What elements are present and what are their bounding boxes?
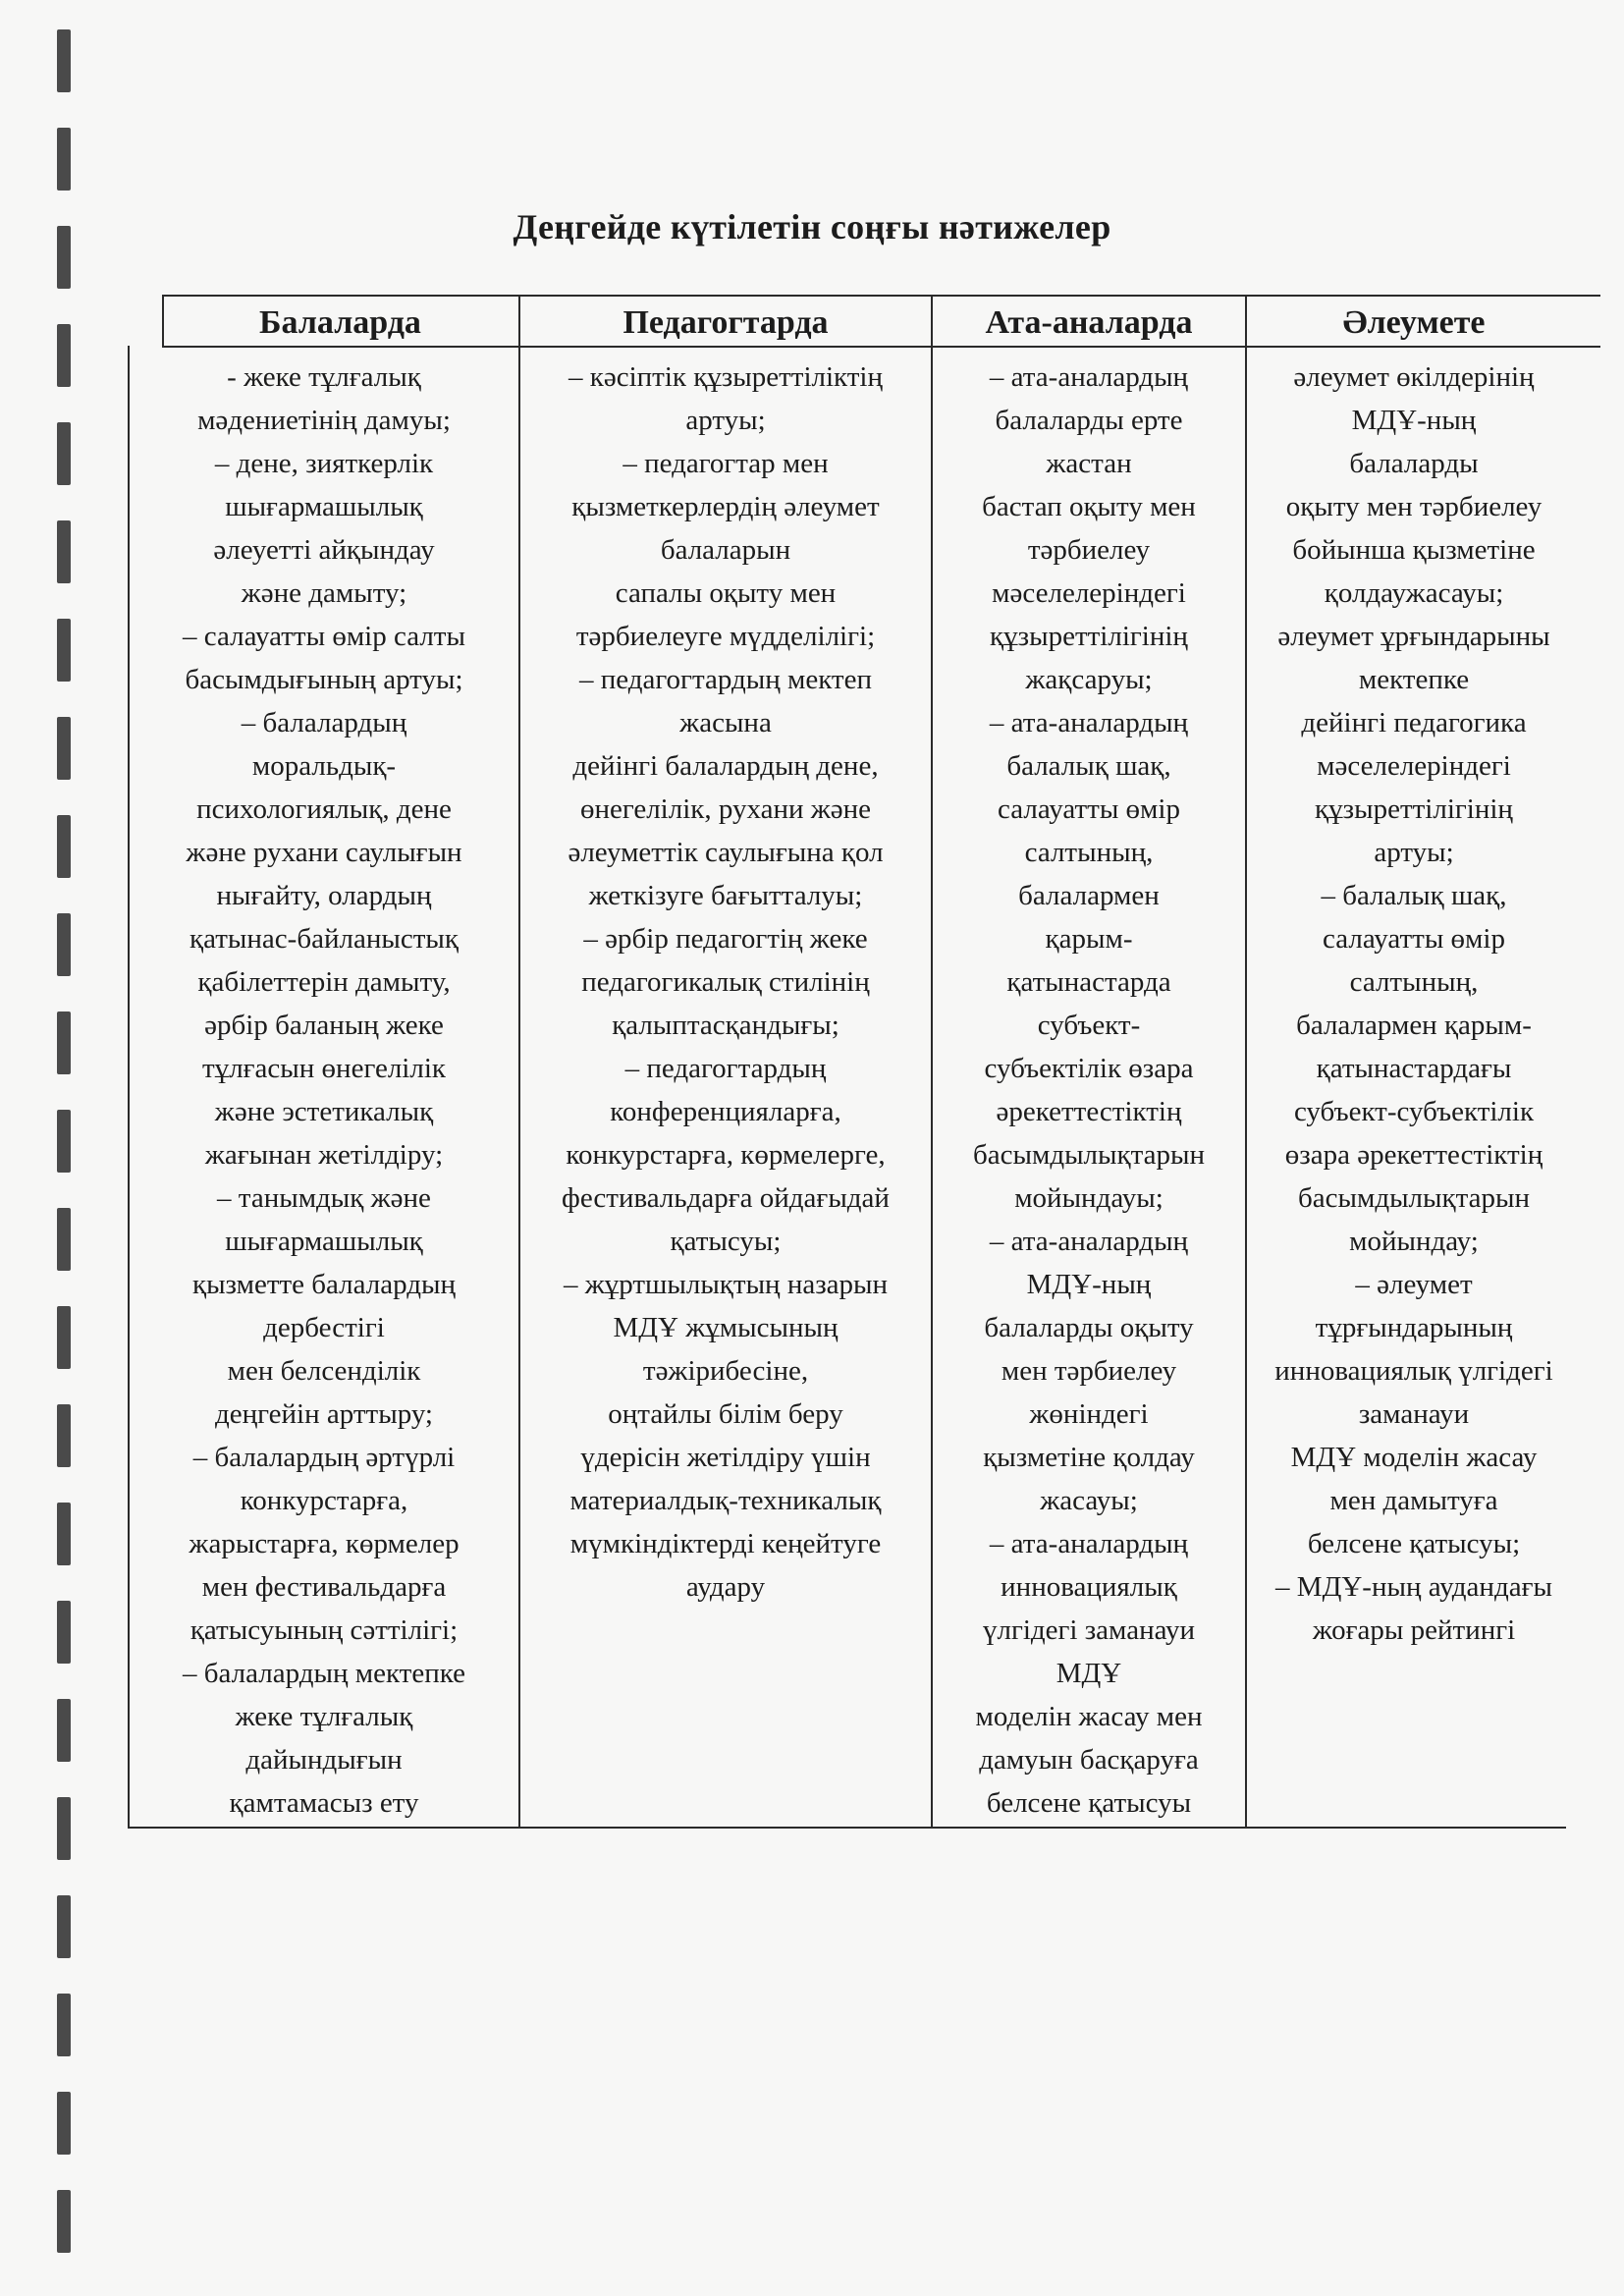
- cell-line: әлеумет ұрғындарыны: [1277, 621, 1550, 652]
- binding-hole: [57, 1895, 71, 1958]
- binding-hole: [57, 1994, 71, 2056]
- cell-line: материалдық-техникалық: [569, 1485, 882, 1516]
- column-divider: [1245, 295, 1247, 1829]
- cell-line: конкурстарға, көрмелерге,: [566, 1139, 886, 1171]
- cell-line: тәрбиелеуге мүдделілігі;: [575, 621, 876, 652]
- binding-hole: [57, 1306, 71, 1369]
- cell-line: тұрғындарының: [1315, 1312, 1513, 1343]
- cell-line: дейінгі педагогика: [1301, 707, 1527, 738]
- cell-line: педагогикалық стилінің: [581, 966, 870, 998]
- cell-line: үлгідегі заманауи: [982, 1614, 1196, 1646]
- cell-line: қарым-: [1045, 923, 1133, 955]
- cell-line: әлеуетті айқындау: [213, 534, 435, 566]
- cell-line: құзыреттілігінің: [1315, 793, 1513, 825]
- cell-line: моральдық-: [251, 750, 397, 782]
- cell-line: жоғары рейтингі: [1312, 1614, 1516, 1646]
- cell-line: артуы;: [685, 405, 766, 436]
- cell-line: субъектілік өзара: [984, 1053, 1194, 1084]
- cell-line: бойынша қызметіне: [1292, 534, 1536, 566]
- cell-line: МДҰ жұмысының: [613, 1312, 839, 1343]
- cell-line: – ата-аналардың: [989, 361, 1189, 393]
- column-society: [1249, 355, 1579, 1652]
- cell-line: және эстетикалық: [214, 1096, 434, 1127]
- binding-hole: [57, 1797, 71, 1860]
- cell-line: – балалардың әртүрлі: [192, 1442, 456, 1473]
- cell-line: құзыреттілігінің: [990, 621, 1188, 652]
- cell-line: балалармен қарым-: [1296, 1010, 1532, 1041]
- cell-line: жасына: [679, 707, 772, 738]
- binding-hole: [57, 1601, 71, 1664]
- cell-line: бастап оқыту мен: [982, 491, 1196, 522]
- cell-line: – балалардың мектепке: [183, 1658, 465, 1689]
- cell-line: оңтайлы білім беру: [608, 1398, 843, 1430]
- cell-line: басымдығының артуы;: [185, 664, 463, 695]
- cell-line: – әрбір педагогтің жеке: [583, 923, 868, 955]
- cell-line: қалыптасқандығы;: [612, 1010, 839, 1041]
- cell-line: тұлғасын өнегелілік: [202, 1053, 446, 1084]
- header-society: Әлеумете: [1342, 304, 1486, 341]
- binding-hole: [57, 2092, 71, 2155]
- page-title: Деңгейде күтілетін соңғы нәтижелер: [513, 207, 1111, 246]
- cell-line: - жеке тұлғалық: [227, 361, 421, 393]
- cell-line: белсене қатысуы;: [1307, 1528, 1521, 1559]
- cell-line: оқыту мен тәрбиелеу: [1285, 491, 1543, 522]
- cell-line: әрбір баланың жеке: [204, 1010, 444, 1041]
- header-parents: Ата-аналарда: [985, 304, 1193, 341]
- cell-line: фестивальдарға ойдағыдай: [562, 1182, 890, 1214]
- cell-line: дайындығын: [245, 1744, 403, 1776]
- cell-line: балаларды: [1349, 448, 1479, 479]
- column-divider: [518, 295, 520, 1829]
- cell-line: – ата-аналардың: [989, 1226, 1189, 1257]
- binding-hole: [57, 1503, 71, 1565]
- cell-line: әлеуметтік саулығына қол: [568, 837, 884, 868]
- binding-hole: [57, 1208, 71, 1271]
- cell-line: басымдылықтарын: [972, 1139, 1206, 1171]
- cell-line: мектепке: [1358, 664, 1470, 695]
- cell-line: – әлеумет: [1355, 1269, 1473, 1300]
- binding-hole: [57, 2190, 71, 2253]
- cell-line: – салауатты өмір салты: [183, 621, 465, 652]
- cell-line: мүмкіндіктерді кеңейтуге: [569, 1528, 882, 1559]
- cell-line: балаларды ерте: [995, 405, 1183, 436]
- cell-line: – балалардың: [241, 707, 407, 738]
- binding-hole: [57, 422, 71, 485]
- cell-line: – МДҰ-ның аудандағы: [1275, 1571, 1552, 1603]
- binding-hole: [57, 1011, 71, 1074]
- cell-line: аудару: [685, 1571, 766, 1603]
- cell-line: конференцияларға,: [610, 1096, 841, 1127]
- header-children: Балаларда: [259, 304, 421, 341]
- cell-line: басымдылықтарын: [1297, 1182, 1531, 1214]
- cell-line: балалармен: [1018, 880, 1160, 911]
- cell-line: қатынастардағы: [1316, 1053, 1512, 1084]
- cell-line: балаларды оқыту: [984, 1312, 1194, 1343]
- cell-line: балаларын: [660, 534, 791, 566]
- cell-line: мәселелеріндегі: [1317, 750, 1511, 782]
- cell-line: артуы;: [1374, 837, 1454, 868]
- cell-line: және рухани саулығын: [186, 837, 462, 868]
- cell-line: белсене қатысуы: [986, 1787, 1192, 1819]
- cell-line: МДҰ-ның: [1351, 405, 1477, 436]
- cell-line: – жұртшылықтың назарын: [563, 1269, 889, 1300]
- binding-hole: [57, 324, 71, 387]
- binding-hole: [57, 520, 71, 583]
- cell-line: дейінгі балалардың дене,: [572, 750, 879, 782]
- cell-line: – педагогтардың мектеп: [579, 664, 872, 695]
- cell-line: қатынастарда: [1006, 966, 1171, 998]
- cell-line: қабілеттерін дамыту,: [197, 966, 451, 998]
- cell-line: әрекеттестіктің: [996, 1096, 1182, 1127]
- cell-line: – ата-аналардың: [989, 707, 1189, 738]
- cell-line: шығармашылық: [225, 1226, 423, 1257]
- cell-line: МДҰ: [1056, 1658, 1122, 1689]
- cell-line: деңгейін арттыру;: [215, 1398, 433, 1430]
- cell-line: тәжірибесіне,: [642, 1355, 809, 1387]
- cell-line: жағынан жетілдіру;: [204, 1139, 444, 1171]
- cell-line: әлеумет өкілдерінің: [1293, 361, 1535, 393]
- cell-line: инновациялық: [1001, 1571, 1177, 1603]
- cell-line: МДҰ моделін жасау: [1290, 1442, 1538, 1473]
- cell-line: дербестігі: [263, 1312, 385, 1343]
- binding-hole: [57, 1699, 71, 1762]
- table-left-border: [128, 346, 130, 1829]
- cell-line: өнегелілік, рухани және: [579, 793, 872, 825]
- cell-line: МДҰ-ның: [1026, 1269, 1152, 1300]
- column-children: [132, 355, 516, 1825]
- cell-line: салауатты өмір: [1323, 923, 1505, 955]
- cell-line: салтының,: [1024, 837, 1154, 868]
- cell-line: инновациялық үлгідегі: [1274, 1355, 1553, 1387]
- cell-line: өзара әрекеттестіктің: [1284, 1139, 1543, 1171]
- cell-line: тәрбиелеу: [1027, 534, 1151, 566]
- table-top-border: [162, 295, 1600, 297]
- binding-hole: [57, 128, 71, 191]
- cell-line: мойындау;: [1349, 1226, 1479, 1257]
- binding-hole: [57, 815, 71, 878]
- column-divider: [931, 295, 933, 1829]
- cell-line: мен фестивальдарға: [201, 1571, 447, 1603]
- cell-line: психологиялық, дене: [196, 793, 452, 825]
- cell-line: жастан: [1046, 448, 1132, 479]
- cell-line: шығармашылық: [225, 491, 423, 522]
- column-teachers: [522, 355, 929, 1609]
- cell-line: – педагогтар мен: [623, 448, 829, 479]
- cell-line: – дене, зияткерлік: [214, 448, 434, 479]
- binding-hole: [57, 913, 71, 976]
- cell-line: – балалық шақ,: [1321, 880, 1507, 911]
- binding-hole: [57, 29, 71, 92]
- cell-line: балалық шақ,: [1006, 750, 1171, 782]
- column-parents: [935, 355, 1243, 1825]
- cell-line: қызметіне қолдау: [983, 1442, 1195, 1473]
- binding-hole: [57, 1110, 71, 1173]
- cell-line: заманауи: [1358, 1398, 1470, 1430]
- cell-line: жеткізуге бағытталуы;: [588, 880, 863, 911]
- cell-line: үдерісін жетілдіру үшін: [580, 1442, 871, 1473]
- cell-line: қамтамасыз ету: [229, 1787, 419, 1819]
- cell-line: қатысуының сәттілігі;: [189, 1614, 459, 1646]
- cell-line: қатысуы;: [670, 1226, 782, 1257]
- cell-line: қызметкерлердің әлеумет: [571, 491, 880, 522]
- header-bottom-border: [162, 346, 1600, 348]
- cell-line: жақсаруы;: [1025, 664, 1153, 695]
- cell-line: конкурстарға,: [240, 1485, 408, 1516]
- cell-line: моделін жасау мен: [975, 1701, 1203, 1732]
- cell-line: қатынас-байланыстық: [189, 923, 459, 955]
- cell-line: субъект-субъектілік: [1293, 1096, 1535, 1127]
- cell-line: дамуын басқаруға: [979, 1744, 1199, 1776]
- binding-hole: [57, 619, 71, 682]
- cell-line: нығайту, олардың: [216, 880, 432, 911]
- cell-line: мен белсенділік: [227, 1355, 421, 1387]
- cell-line: сапалы оқыту мен: [615, 577, 837, 609]
- cell-line: жасауы;: [1040, 1485, 1138, 1516]
- cell-line: мен тәрбиелеу: [1001, 1355, 1177, 1387]
- binding-hole: [57, 717, 71, 780]
- cell-line: қолдаужасауы;: [1324, 577, 1504, 609]
- results-table: [128, 295, 1600, 1836]
- cell-line: – педагогтардың: [624, 1053, 827, 1084]
- cell-line: – ата-аналардың: [989, 1528, 1189, 1559]
- cell-line: жөніндегі: [1029, 1398, 1149, 1430]
- cell-line: – кәсіптік құзыреттіліктің: [568, 361, 884, 393]
- binding-holes: [57, 0, 79, 2296]
- cell-line: субъект-: [1037, 1010, 1141, 1041]
- header-teachers: Педагогтарда: [623, 304, 829, 341]
- cell-line: салауатты өмір: [998, 793, 1180, 825]
- cell-line: мәселелеріндегі: [992, 577, 1186, 609]
- cell-line: мойындауы;: [1014, 1182, 1164, 1214]
- cell-line: салтының,: [1349, 966, 1479, 998]
- cell-line: – танымдық және: [217, 1182, 431, 1214]
- cell-line: және дамыту;: [241, 577, 407, 609]
- cell-line: мен дамытуға: [1329, 1485, 1498, 1516]
- cell-line: қызметте балалардың: [191, 1269, 456, 1300]
- table-bottom-border: [128, 1827, 1566, 1829]
- cell-line: мәдениетінің дамуы;: [197, 405, 451, 436]
- cell-line: жеке тұлғалық: [235, 1701, 413, 1732]
- binding-hole: [57, 1404, 71, 1467]
- cell-line: жарыстарға, көрмелер: [189, 1528, 460, 1559]
